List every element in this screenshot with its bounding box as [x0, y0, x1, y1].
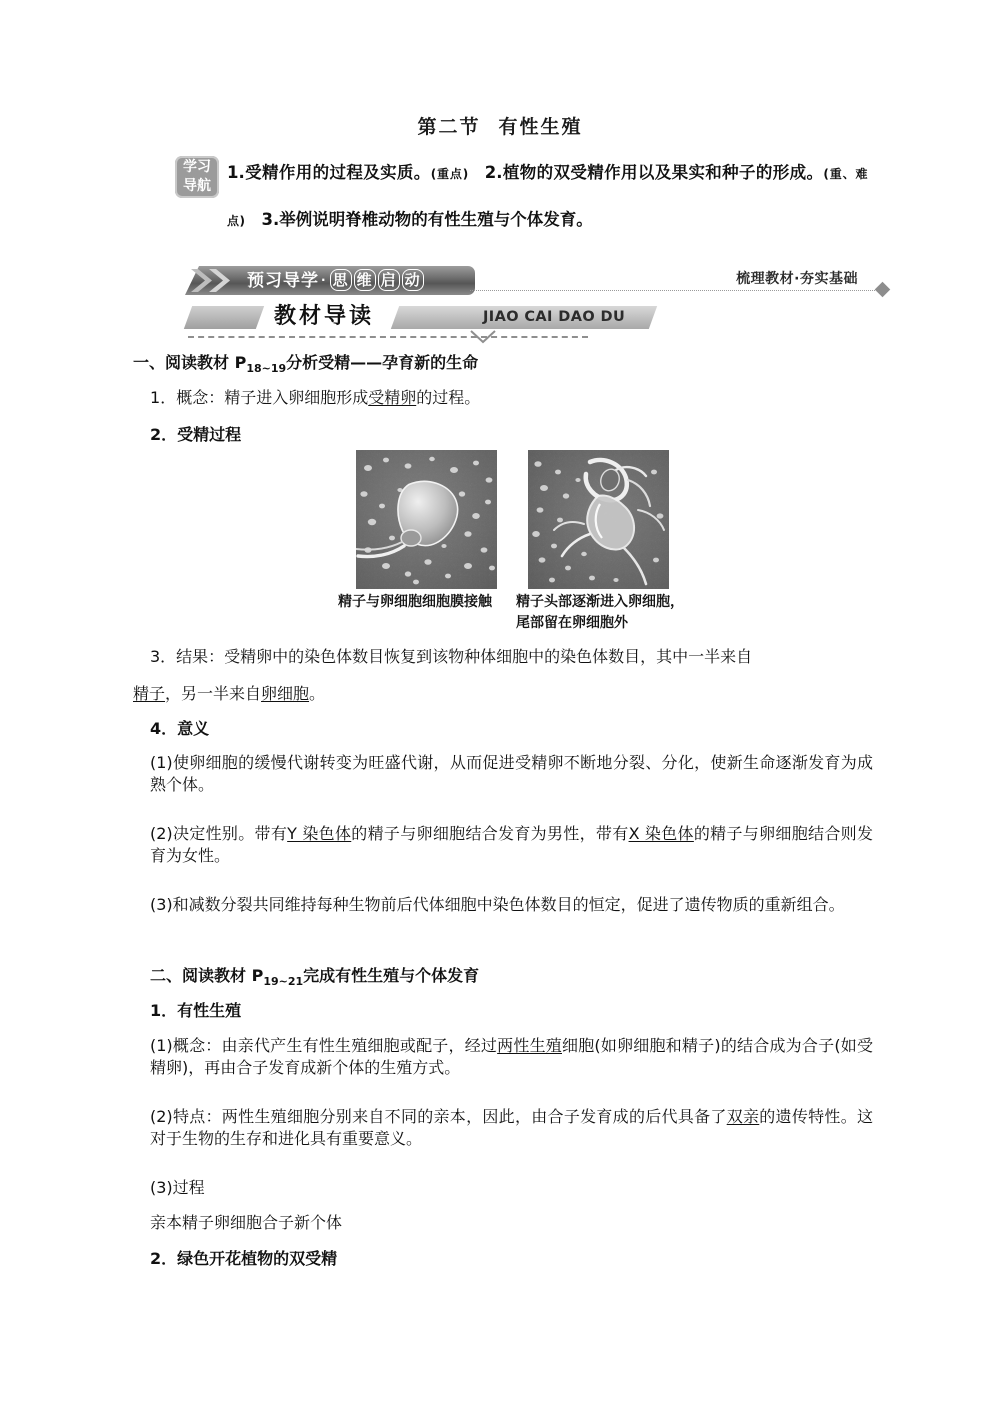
sub-banner	[188, 302, 888, 342]
result-line-2	[133, 683, 873, 705]
objective-1: 1.受精作用的过程及实质。	[227, 163, 431, 182]
significance-2-a: (2)决定性别。带有	[150, 824, 288, 843]
significance-item-2	[150, 823, 873, 867]
section-title-text: 有性生殖	[498, 116, 583, 138]
sexual-reproduction-features	[150, 1106, 873, 1150]
sr-concept-a: (1)概念：由亲代产生有性生殖细胞或配子，经过	[150, 1036, 498, 1055]
sexual-reproduction-process-label: (3)过程	[150, 1178, 205, 1197]
double-fertilization-heading: 2．绿色开花植物的双受精	[150, 1249, 338, 1268]
chevron-down-icon	[470, 330, 496, 344]
concept-pre: ．概念：精子进入卵细胞形成	[160, 388, 369, 407]
sexual-reproduction-concept	[150, 1035, 873, 1079]
objective-3: 3.举例说明脊椎动物的有性生殖与个体发育。	[261, 210, 593, 229]
sr-feature-underlined: 双亲	[726, 1107, 760, 1126]
double-chevron-right-icon	[189, 268, 243, 293]
subbanner-dashed-line	[188, 336, 588, 338]
banner-boxed-3: 启	[378, 269, 400, 291]
concept-number: 1	[150, 388, 161, 407]
heading-one-pre: 一、阅读教材 P	[133, 353, 247, 372]
figure-caption-left: 精子与卵细胞细胞膜接触	[338, 594, 492, 610]
banner-label-main: 预习导学	[247, 271, 319, 291]
section-banner	[185, 266, 475, 295]
objectives-text	[133, 150, 868, 244]
heading-part-one	[133, 352, 873, 380]
figure-sperm-head-entering-egg	[528, 450, 669, 589]
objective-2-tag: (重、难点)	[227, 167, 868, 228]
significance-2-y-chromosome: Y 染色体	[287, 824, 352, 843]
study-navigation-badge-icon	[175, 156, 219, 198]
figure-group	[356, 450, 671, 589]
sr-feature-b: 的遗传特性。这对于生物的生存和进化具有重要意义。	[150, 1107, 873, 1148]
banner-label	[247, 266, 425, 295]
result-mid: ，另一半来自	[165, 684, 262, 703]
heading-two-rest: 完成有性生殖与个体发育	[303, 966, 480, 985]
significance-heading: 4．意义	[150, 719, 210, 738]
significance-2-b: 的精子与卵细胞结合发育为男性，带有	[351, 824, 629, 843]
significance-item-1: (1)使卵细胞的缓慢代谢转变为旺盛代谢，从而促进受精卵不断地分裂、分化，使新生命逐渐发育为成熟个体。	[150, 753, 873, 794]
significance-2-x-chromosome: X 染色体	[628, 824, 694, 843]
heading-two-pre: 二、阅读教材 P	[150, 966, 264, 985]
figure-caption-right-line1: 精子头部逐渐进入卵细胞，	[516, 594, 684, 610]
concept-post: 的过程。	[416, 388, 481, 407]
sr-feature-a: (2)特点：两性生殖细胞分别来自不同的亲本，因此，由合子发育成的后代具备了	[150, 1107, 727, 1126]
banner-right-text: 梳理教材·夯实基础	[732, 268, 862, 288]
banner-boxed-4: 动	[402, 269, 424, 291]
result-underline-sperm: 精子	[133, 684, 166, 703]
subbanner-shape-left	[184, 306, 264, 329]
concept-line	[150, 387, 890, 409]
significance-item-3: (3)和减数分裂共同维持每种生物前后代体细胞中染色体数目的恒定，促进了遗传物质的重新组合。	[150, 895, 845, 914]
significance-2-c: 的精子与卵细胞结合则发育为女性。	[150, 824, 873, 865]
sexual-reproduction-flow: 亲本精子卵细胞合子新个体	[150, 1213, 343, 1232]
sexual-reproduction-heading: 1．有性生殖	[150, 1001, 242, 1020]
fertilization-process-heading: 2．受精过程	[150, 425, 242, 444]
figure-caption-right	[516, 592, 716, 634]
badge-line-2: 导航	[183, 178, 211, 194]
objective-2: 2.植物的双受精作用以及果实和种子的形成。	[484, 163, 824, 182]
subbanner-title: 教材导读	[274, 304, 375, 329]
badge-line-1: 学习	[183, 159, 211, 175]
result-end: 。	[309, 684, 326, 703]
result-underline-egg: 卵细胞	[261, 684, 310, 703]
banner-dot: ·	[321, 273, 327, 287]
diamond-marker-icon	[875, 282, 891, 298]
banner-boxed-2: 维	[354, 269, 376, 291]
figure-sperm-contacting-egg-membrane	[356, 450, 497, 589]
banner-dotted-line	[470, 290, 875, 291]
learning-objectives	[133, 150, 868, 244]
banner-right-area	[470, 266, 890, 295]
heading-one-pages: 18~19	[246, 362, 287, 376]
result-line-1: 3．结果：受精卵中的染色体数目恢复到该物种体细胞中的染色体数目，其中一半来自	[150, 647, 753, 666]
concept-underlined-term: 受精卵	[368, 388, 417, 407]
page-title	[0, 112, 1000, 139]
heading-two-pages: 19~21	[263, 975, 304, 989]
heading-one-rest: 分析受精——孕育新的生命	[286, 353, 479, 372]
subbanner-pinyin: JIAO CAI DAO DU	[483, 309, 626, 325]
figure-captions	[320, 592, 720, 636]
sr-concept-b: 细胞(如卵细胞和精子)的结合成为合子(如受精卵)，再由合子发育成新个体的生殖方式。	[150, 1036, 873, 1077]
heading-part-two	[150, 965, 890, 993]
sr-concept-underlined: 两性生殖	[497, 1036, 562, 1055]
objective-1-tag: (重点)	[430, 167, 469, 181]
figure-caption-right-line2: 尾部留在卵细胞外	[516, 615, 628, 631]
section-number: 第二节	[417, 116, 481, 138]
banner-boxed-1: 思	[330, 269, 352, 291]
